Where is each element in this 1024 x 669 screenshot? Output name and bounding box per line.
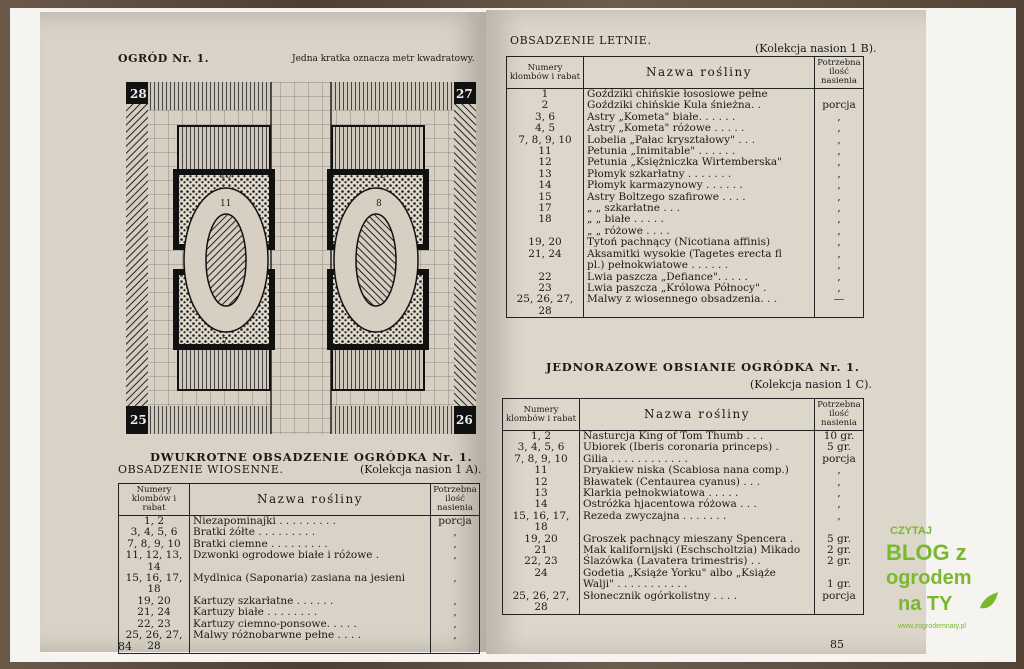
table-row	[503, 465, 864, 476]
header-quantity: Potrzebna ilość nasienia	[815, 57, 864, 89]
grid-note: Jedna kratka oznacza metr kwadratowy.	[292, 54, 475, 64]
row-quantity: ,	[815, 465, 864, 476]
page-number-left: 84	[118, 640, 132, 653]
row-quantity: ,	[815, 192, 864, 203]
row-number	[507, 260, 584, 271]
row-plant-name: Niezapominajki . . . . . . . . .	[190, 516, 431, 528]
spring-table	[118, 483, 480, 654]
row-plant-name: Mak kalifornijski (Eschscholtzia) Mikado	[580, 545, 815, 556]
row-number	[503, 579, 580, 590]
row-quantity: ,	[815, 511, 864, 534]
table-row	[507, 180, 864, 191]
row-plant-name: Płomyk szkarłatny . . . . . . .	[584, 169, 815, 180]
row-quantity: ,	[815, 157, 864, 168]
row-quantity: porcja	[431, 516, 480, 528]
row-quantity: ,	[815, 237, 864, 248]
row-quantity: ,	[815, 214, 864, 225]
row-quantity: ,	[431, 573, 480, 596]
row-plant-name: Astry „Kometa" różowe . . . . .	[584, 123, 815, 134]
garden-plan	[126, 82, 476, 434]
row-quantity: ,	[815, 272, 864, 283]
row-number: 11	[503, 465, 580, 476]
row-number: 7, 8, 9, 10	[503, 454, 580, 465]
row-plant-name: Malwy z wiosennego obsadzenia. . .	[584, 294, 815, 317]
row-quantity: ,	[815, 488, 864, 499]
blog-logo	[884, 520, 1004, 640]
row-quantity: ,	[815, 169, 864, 180]
row-plant-name: Płomyk karmazynowy . . . . . .	[584, 180, 815, 191]
table-row	[119, 573, 480, 596]
row-plant-name: Słonecznik ogórkolistny . . . .	[580, 591, 815, 614]
row-plant-name: Ostróżka hjacentowa różowa . . .	[580, 499, 815, 510]
plan-number-7: 7	[222, 337, 228, 347]
row-number: 14	[503, 499, 580, 510]
row-quantity: porcja	[815, 591, 864, 614]
row-number: 19, 20	[503, 534, 580, 545]
row-quantity: ,	[815, 112, 864, 123]
row-quantity: ,	[815, 203, 864, 214]
row-plant-name: Goździki chińskie łososiowe pełne	[584, 89, 815, 101]
row-plant-name: Bratki żółte . . . . . . . . .	[190, 527, 431, 538]
row-number: 18	[507, 214, 584, 225]
table-row	[507, 260, 864, 271]
row-number: 3, 4, 5, 6	[503, 442, 580, 453]
row-number: 12	[507, 157, 584, 168]
row-plant-name: Groszek pachnący mieszany Spencera .	[580, 534, 815, 545]
collection-1a: (Kolekcja nasion 1 A).	[360, 463, 482, 476]
plan-number-26: 26	[456, 413, 473, 427]
plan-number-8: 8	[376, 199, 382, 209]
header-plant-name: Nazwa rośliny	[580, 399, 815, 431]
row-quantity: 10 gr.	[815, 431, 864, 443]
row-plant-name: pl.) pełnokwiatowe . . . . . .	[584, 260, 815, 271]
row-quantity: ,	[815, 499, 864, 510]
row-quantity: 2 gr.	[815, 556, 864, 567]
row-quantity: ,	[815, 260, 864, 271]
row-quantity: —	[815, 294, 864, 317]
leaf-icon	[980, 592, 998, 608]
row-number: 23	[507, 283, 584, 294]
row-plant-name: Rezeda zwyczajna . . . . . . .	[580, 511, 815, 534]
row-quantity: porcja	[815, 454, 864, 465]
row-plant-name: Mydlnica (Saponaria) zasiana na jesieni	[190, 573, 431, 596]
row-quantity: ,	[431, 619, 480, 630]
row-number: 25, 26, 27, 28	[503, 591, 580, 614]
row-number: 13	[507, 169, 584, 180]
row-plant-name: Bratki ciemne . . . . . . . . .	[190, 539, 431, 550]
row-plant-name: Nasturcja King of Tom Thumb . . .	[580, 431, 815, 443]
table-row	[119, 630, 480, 653]
row-quantity: 5 gr.	[815, 534, 864, 545]
row-number: 22	[507, 272, 584, 283]
row-quantity: ,	[431, 550, 480, 573]
row-plant-name: Astry Boltzego szafirowe . . . .	[584, 192, 815, 203]
row-number: 11	[507, 146, 584, 157]
row-plant-name: Goździki chińskie Kula śnieżna. .	[584, 100, 815, 111]
header-quantity: Potrzebna ilość nasienia	[815, 399, 864, 431]
row-number: 14	[507, 180, 584, 191]
row-number: 21	[503, 545, 580, 556]
row-number: 17	[507, 203, 584, 214]
row-plant-name: Petunia „Inimitable" . . . . . .	[584, 146, 815, 157]
collection-1c: (Kolekcja nasion 1 C).	[750, 378, 872, 391]
row-plant-name: Dryakiew niska (Scabiosa nana comp.)	[580, 465, 815, 476]
row-number: 1, 2	[503, 431, 580, 443]
section-title: DWUKROTNE OBSADZENIE OGRÓDKA Nr. 1.	[150, 450, 473, 464]
logo-line1: CZYTAJ	[890, 525, 932, 537]
collection-1b: (Kolekcja nasion 1 B).	[755, 42, 877, 55]
row-plant-name: Kartuzy szkarłatne . . . . . .	[190, 596, 431, 607]
row-number: 11, 12, 13, 14	[119, 550, 190, 573]
row-number: 3, 6	[507, 112, 584, 123]
row-plant-name: Astry „Kometa" białe. . . . . .	[584, 112, 815, 123]
row-plant-name: Lwia paszcza „Królowa Północy" .	[584, 283, 815, 294]
row-number: 24	[503, 568, 580, 579]
table-row	[507, 203, 864, 214]
row-plant-name: Kartuzy ciemno-ponsowe. . . . .	[190, 619, 431, 630]
garden-title: OGRÓD Nr. 1.	[118, 52, 210, 65]
row-number: 22, 23	[119, 619, 190, 630]
row-number: 15	[507, 192, 584, 203]
table-row	[503, 579, 864, 590]
row-number: 22, 23	[503, 556, 580, 567]
plan-number-11: 11	[220, 199, 232, 209]
row-quantity: ,	[815, 226, 864, 237]
logo-line3: ogrodem	[886, 567, 972, 589]
row-plant-name: „ „ szkarłatne . . .	[584, 203, 815, 214]
row-quantity: ,	[431, 527, 480, 538]
row-plant-name: Dzwonki ogrodowe białe i różowe .	[190, 550, 431, 573]
plan-number-25: 25	[130, 413, 147, 427]
table-row	[503, 511, 864, 534]
row-number: 4, 5	[507, 123, 584, 134]
row-quantity: 2 gr.	[815, 545, 864, 556]
row-number: 19, 20	[507, 237, 584, 248]
row-plant-name: Godetia „Książe Yorku" albo „Książe	[580, 568, 815, 579]
header-numbers: Numery klombów i rabat	[507, 57, 584, 89]
row-plant-name: „ „ białe . . . . .	[584, 214, 815, 225]
row-quantity: ,	[815, 477, 864, 488]
summer-subsection: OBSADZENIE LETNIE.	[510, 34, 652, 47]
row-quantity: ,	[431, 607, 480, 618]
plan-number-10: 10	[220, 171, 232, 181]
table-row	[503, 591, 864, 614]
row-number: 21, 24	[507, 249, 584, 260]
row-plant-name: Klarkia pełnokwiatowa . . . . .	[580, 488, 815, 499]
row-number: 7, 8, 9, 10	[507, 135, 584, 146]
row-plant-name: Gilia . . . . . . . . . . . .	[580, 454, 815, 465]
logo-line2: BLOG z	[886, 540, 967, 565]
row-quantity: ,	[815, 249, 864, 260]
table-row	[119, 607, 480, 618]
row-plant-name: Walji" . . . . . . . . . . .	[580, 579, 815, 590]
row-number: 19, 20	[119, 596, 190, 607]
logo-line4: na TY	[898, 593, 953, 615]
table-row	[507, 237, 864, 248]
row-number: 25, 26, 27, 28	[119, 630, 190, 653]
header-numbers: Numery klombów i rabat	[119, 484, 190, 516]
row-plant-name: „ „ różowe . . . .	[584, 226, 815, 237]
table-row	[507, 192, 864, 203]
row-quantity: ,	[815, 146, 864, 157]
header-quantity: Potrzebna ilość nasienia	[431, 484, 480, 516]
row-number: 15, 16, 17, 18	[119, 573, 190, 596]
row-plant-name: Aksamitki wysokie (Tagetes erecta fl	[584, 249, 815, 260]
row-number: 2	[507, 100, 584, 111]
row-plant-name: Petunia „Księżniczka Wirtemberska"	[584, 157, 815, 168]
row-plant-name: Bławatek (Centaurea cyanus) . . .	[580, 477, 815, 488]
row-quantity: ,	[815, 283, 864, 294]
row-plant-name: Malwy różnobarwne pełne . . . .	[190, 630, 431, 653]
plan-number-12: 12	[374, 171, 386, 181]
row-number: 21, 24	[119, 607, 190, 618]
table-row	[507, 294, 864, 317]
row-number: 3, 4, 5, 6	[119, 527, 190, 538]
table-row	[507, 123, 864, 134]
section2-title: JEDNORAZOWE OBSIANIE OGRÓDKA Nr. 1.	[546, 360, 860, 374]
plan-number-9: 9	[374, 337, 380, 347]
row-number: 15, 16, 17, 18	[503, 511, 580, 534]
row-quantity: ,	[431, 630, 480, 653]
row-quantity: ,	[815, 180, 864, 191]
spring-subsection: OBSADZENIE WIOSENNE.	[118, 463, 284, 476]
row-plant-name: Ślazówka (Lavatera trimestris) . .	[580, 556, 815, 567]
row-plant-name: Kartuzy białe . . . . . . . .	[190, 607, 431, 618]
row-number: 1	[507, 89, 584, 101]
plan-number-27: 27	[456, 87, 473, 101]
table-row	[507, 214, 864, 225]
header-plant-name: Nazwa rośliny	[190, 484, 431, 516]
summer-table	[506, 56, 864, 318]
row-plant-name: Tytoń pachnący (Nicotiana affinis)	[584, 237, 815, 248]
row-quantity: ,	[815, 123, 864, 134]
row-plant-name: Ubiorek (Iberis coronaria princeps) .	[580, 442, 815, 453]
row-number: 12	[503, 477, 580, 488]
header-plant-name: Nazwa rośliny	[584, 57, 815, 89]
row-quantity: ,	[431, 596, 480, 607]
row-number: 25, 26, 27, 28	[507, 294, 584, 317]
logo-url: www.zogrodemnaty.pl	[898, 623, 966, 630]
table-row	[119, 550, 480, 573]
row-quantity: 5 gr.	[815, 442, 864, 453]
header-numbers: Numery klombów i rabat	[503, 399, 580, 431]
row-plant-name: Lobelia „Pałac kryształowy" . . .	[584, 135, 815, 146]
row-number: 1, 2	[119, 516, 190, 528]
row-quantity: porcja	[815, 100, 864, 111]
row-quantity: 1 gr.	[815, 579, 864, 590]
row-plant-name: Lwia paszcza „Defiance". . . . .	[584, 272, 815, 283]
sowing-table	[502, 398, 864, 615]
row-number: 13	[503, 488, 580, 499]
row-quantity: ,	[815, 135, 864, 146]
plan-number-28: 28	[130, 87, 147, 101]
row-number: 7, 8, 9, 10	[119, 539, 190, 550]
page-number-right: 85	[830, 638, 844, 651]
row-quantity: ,	[431, 539, 480, 550]
